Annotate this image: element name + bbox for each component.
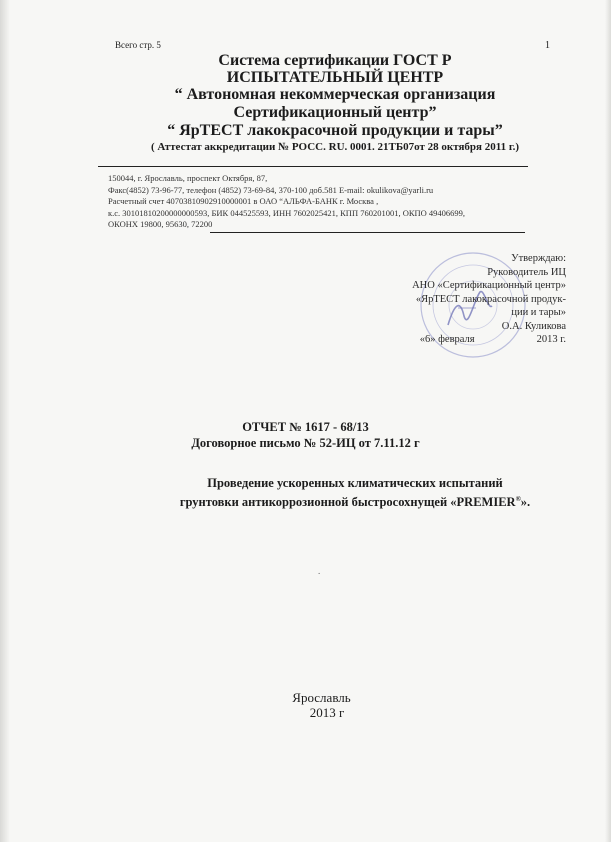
subject-line-2-text: грунтовки антикоррозионной быстросохнущей «PREMIER xyxy=(179,495,516,510)
approval-line-2: Руководитель ИЦ xyxy=(487,266,566,278)
approval-signatory: О.А. Куликова xyxy=(501,320,566,332)
accreditation-line: ( Аттестат аккредитации № РОСС. RU. 0001. 21ТБ07от 28 октября 2011 г.) xyxy=(150,141,520,153)
requisites-account: Расчетный счет 40703810902910000001 в ОАО “АЛЬФА-БАНК г. Москва , xyxy=(108,196,379,206)
subject-line-2-end: ». xyxy=(520,495,531,510)
stray-dot: . xyxy=(318,566,321,576)
total-pages-label: Всего стр. 5 xyxy=(115,40,161,50)
requisites-contacts: Факс(4852) 73-96-77, телефон (4852) 73-69-84, 370-100 доб.581 E-mail: okulikova@yarli.ru xyxy=(108,184,434,195)
subject-line-1: Проведение ускоренных климатических испытаний xyxy=(207,476,503,490)
header-line-4: Сертификационный центр” xyxy=(233,104,437,121)
approval-date-year: 2013 г. xyxy=(536,334,566,345)
approval-line-5: ции и тары» xyxy=(511,307,566,318)
page-number: 1 xyxy=(545,40,550,51)
approval-line-3: АНО «Сертификационный центр» xyxy=(412,280,566,291)
requisites-address: 150044, г. Ярославль, проспект Октября, 87, xyxy=(108,173,268,183)
requisites-okonh: ОКОНХ 19800, 95630, 72200 xyxy=(108,219,213,229)
approval-line-1: Утверждаю: xyxy=(511,253,566,264)
subject-line-2 xyxy=(135,491,575,510)
approval-date-day: «6» февраля xyxy=(419,334,475,345)
header-divider-bottom xyxy=(210,232,525,233)
report-number: ОТЧЕТ № 1617 - 68/13 xyxy=(242,420,369,434)
header-line-3: “ Автономная некоммерческая организация xyxy=(174,86,496,103)
contract-letter: Договорное письмо № 52-ИЦ от 7.11.12 г xyxy=(191,436,420,450)
approval-date xyxy=(412,333,566,347)
header-divider-top xyxy=(98,166,528,167)
header-line-5: “ ЯрТЕСТ лакокрасочной продукции и тары” xyxy=(167,122,503,139)
year: 2013 г xyxy=(309,705,345,720)
registered-mark: ® xyxy=(515,495,521,503)
header-line-2: ИСПЫТАТЕЛЬНЫЙ ЦЕНТР xyxy=(226,69,444,86)
header-line-1: Система сертификации ГОСТ Р xyxy=(218,52,452,69)
approval-block xyxy=(412,252,566,347)
requisites-bank-codes: к.с. 30101810200000000593, БИК 044525593, ИНН 7602025421, КПП 760201001, ОКПО 49406699, xyxy=(108,207,466,218)
organization-header xyxy=(100,52,570,155)
city: Ярославль xyxy=(292,690,351,705)
approval-line-4: «ЯрТЕСТ лакокрасочной продук- xyxy=(415,293,566,305)
requisites-block xyxy=(108,173,465,231)
